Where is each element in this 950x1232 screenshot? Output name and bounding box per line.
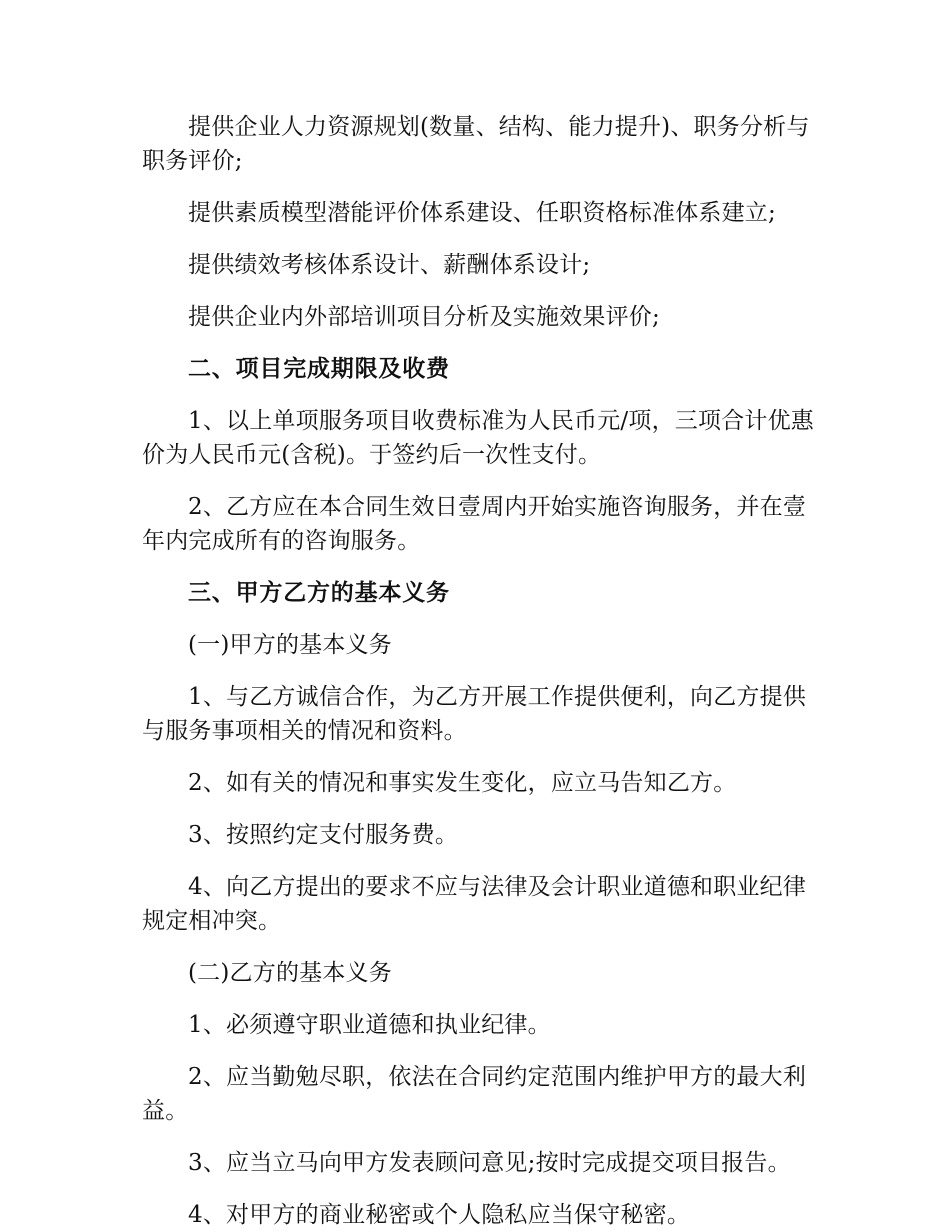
paragraph-hr-planning: 提供企业人力资源规划(数量、结构、能力提升)、职务分析与职务评价; (142, 114, 810, 174)
party-b-clause-1: 1、必须遵守职业道德和执业纪律。 (188, 1012, 551, 1038)
party-a-clause-3: 3、按照约定支付服务费。 (188, 822, 459, 848)
party-a-clause-4: 4、向乙方提出的要求不应与法律及会计职业道德和职业纪律规定相冲突。 (142, 874, 807, 934)
subheading-party-b-obligations: (二)乙方的基本义务 (188, 960, 392, 986)
paragraph-performance-compensation: 提供绩效考核体系设计、薪酬体系设计; (188, 252, 591, 278)
clause-service-timeline: 2、乙方应在本合同生效日壹周内开始实施咨询服务，并在壹年内完成所有的咨询服务。 (142, 494, 807, 554)
clause-fee-standard: 1、以上单项服务项目收费标准为人民币元/项，三项合计优惠价为人民币元(含税)。于签约后一次性支付。 (142, 408, 814, 468)
paragraph-competency-model: 提供素质模型潜能评价体系建设、任职资格标准体系建立; (188, 200, 776, 226)
party-b-clause-2: 2、应当勤勉尽职，依法在合同约定范围内维护甲方的最大利益。 (142, 1064, 807, 1124)
section-heading-obligations: 三、甲方乙方的基本义务 (188, 580, 450, 606)
party-b-clause-3: 3、应当立马向甲方发表顾问意见;按时完成提交项目报告。 (188, 1150, 791, 1176)
party-a-clause-2: 2、如有关的情况和事实发生变化，应立马告知乙方。 (188, 770, 737, 796)
subheading-party-a-obligations: (一)甲方的基本义务 (188, 632, 392, 658)
party-a-clause-1: 1、与乙方诚信合作，为乙方开展工作提供便利，向乙方提供与服务事项相关的情况和资料。 (142, 684, 807, 744)
party-b-clause-4: 4、对甲方的商业秘密或个人隐私应当保守秘密。 (188, 1202, 691, 1228)
paragraph-training-evaluation: 提供企业内外部培训项目分析及实施效果评价; (188, 304, 660, 330)
section-heading-term-and-fees: 二、项目完成期限及收费 (188, 356, 450, 382)
